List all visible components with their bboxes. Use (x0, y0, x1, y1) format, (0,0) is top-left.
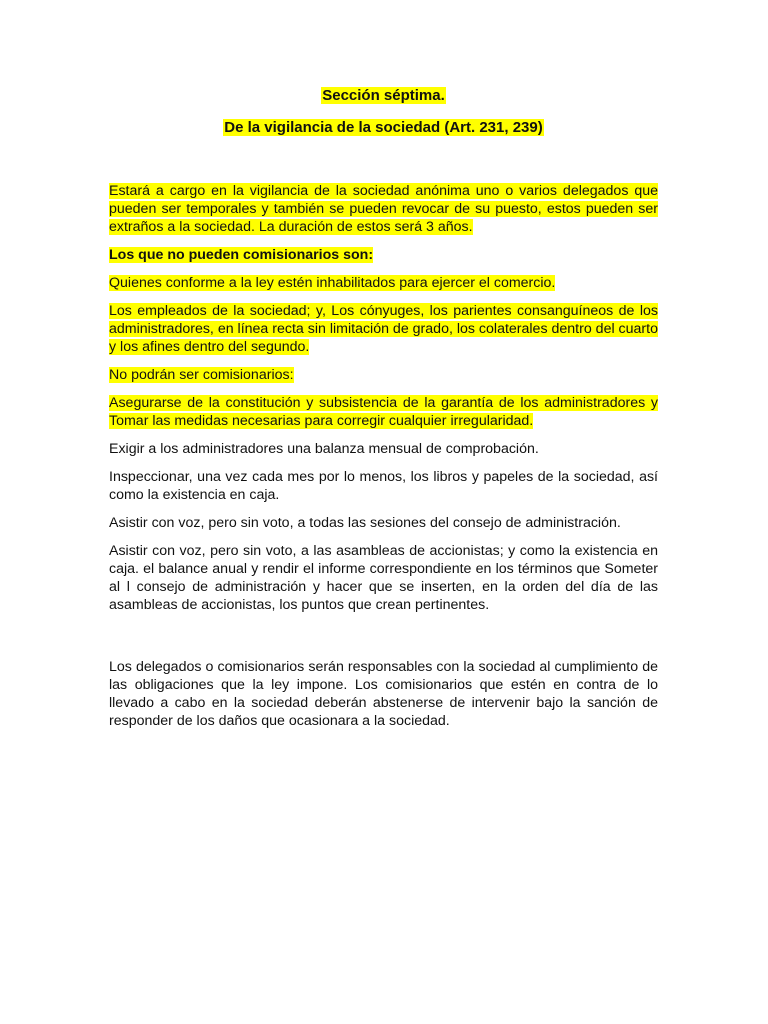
paragraph-no-podran-text: No podrán ser comisionarios: (109, 367, 294, 383)
section-title-text: Sección séptima. (322, 87, 445, 104)
paragraph-exigir: Exigir a los administradores una balanza mensual de comprobación. (109, 441, 539, 457)
paragraph-asegurarse (109, 394, 658, 430)
section-subtitle (109, 118, 658, 138)
paragraph-asegurarse-text: Asegurarse de la constitución y subsistencia de la garantía de los administradores y Tomar las medidas necesarias para corregir cualquier irregularidad. (109, 395, 658, 429)
paragraph-intro (109, 182, 658, 236)
paragraph-inspeccionar: Inspeccionar, una vez cada mes por lo menos, los libros y papeles de la sociedad, así como la existencia en caja. (109, 469, 658, 503)
spacer (109, 138, 658, 182)
spacer (109, 624, 658, 658)
paragraph-inhabilitados (109, 274, 658, 292)
paragraph-no-podran (109, 366, 658, 384)
heading-no-comisionarios-text: Los que no pueden comisionarios son: (109, 247, 374, 263)
paragraph-intro-text: Estará a cargo en la vigilancia de la sociedad anónima uno o varios delegados que pueden ser temporales y también se pueden revocar de su puesto, estos pueden ser extraños a la sociedad. La duración de estos será 3 años. (109, 183, 658, 235)
document-page (109, 86, 658, 740)
paragraph-asistir-consejo: Asistir con voz, pero sin voto, a todas las sesiones del consejo de administración. (109, 515, 621, 531)
section-subtitle-text: De la vigilancia de la sociedad (Art. 231, 239) (224, 119, 543, 136)
section-title (109, 86, 658, 106)
paragraph-asistir-asambleas: Asistir con voz, pero sin voto, a las asambleas de accionistas; y como la existencia en caja. el balance anual y rendir el informe correspondiente en los términos que Someter al l consejo de administración y hacer que se inserten, en la orden del día de las asambleas de accionistas, los puntos que crean pertinentes. (109, 543, 658, 613)
paragraph-empleados (109, 302, 658, 356)
heading-no-comisionarios (109, 246, 658, 264)
paragraph-inhabilitados-text: Quienes conforme a la ley estén inhabilitados para ejercer el comercio. (109, 275, 556, 291)
paragraph-empleados-text: Los empleados de la sociedad; y, Los cónyuges, los parientes consanguíneos de los administradores, en línea recta sin limitación de grado, los colaterales dentro del cuarto y los afines dentro del segundo. (109, 303, 658, 355)
paragraph-responsabilidad: Los delegados o comisionarios serán responsables con la sociedad al cumplimiento de las obligaciones que la ley impone. Los comisionarios que estén en contra de lo llevado a cabo en la sociedad deberán abstenerse de intervenir bajo la sanción de responder de los daños que ocasionara a la sociedad. (109, 659, 658, 729)
